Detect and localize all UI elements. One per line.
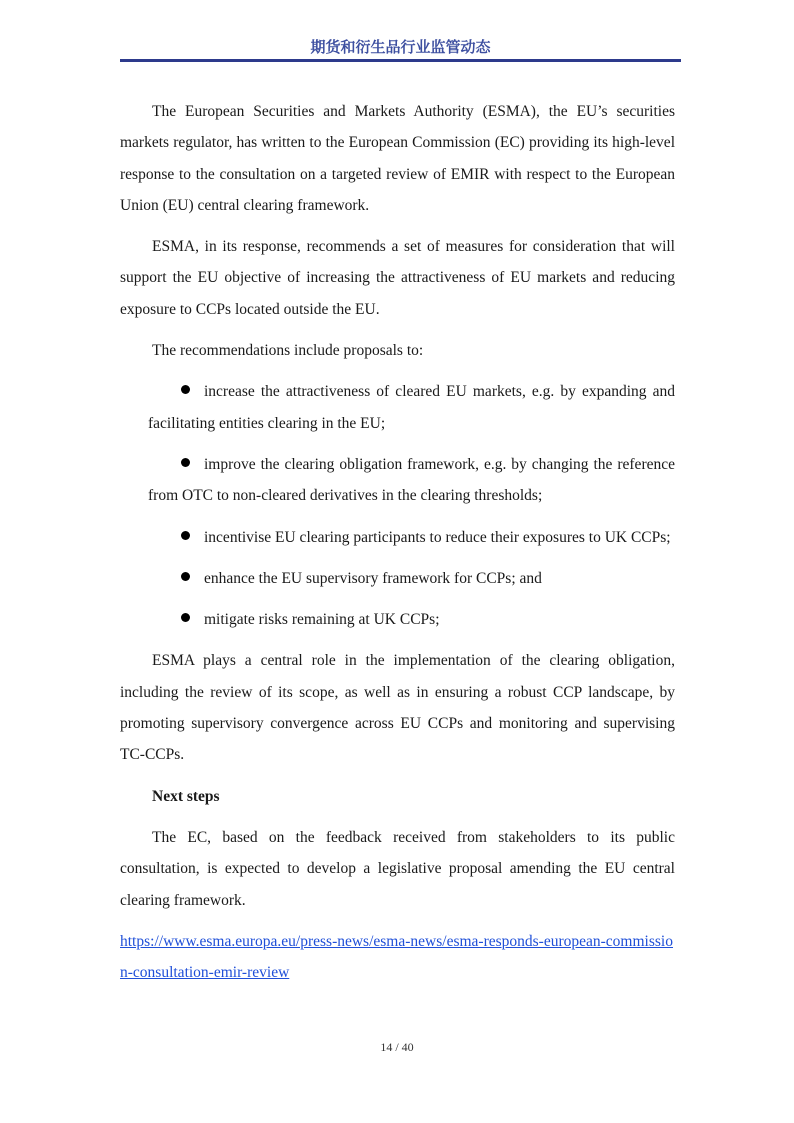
header-rule: [120, 59, 681, 62]
bullet-icon: [181, 458, 190, 467]
list-item: improve the clearing obligation framework, e.g. by changing the reference from OTC to non-cleared derivatives in the clearing thresholds;: [148, 455, 675, 505]
page-number: 14 / 40: [380, 1040, 414, 1054]
list-item: increase the attractiveness of cleared EU markets, e.g. by expanding and facilitating entities clearing in the EU;: [148, 383, 675, 432]
list-item: mitigate risks remaining at UK CCPs;: [120, 604, 675, 635]
source-link[interactable]: https://www.esma.europa.eu/press-news/esma-news/esma-responds-european-commission-consultation-emir-review: [120, 932, 673, 982]
bullet-icon: [181, 531, 190, 540]
bullet-icon: [181, 572, 190, 581]
page-header-title: 期货和衍生品行业监管动态: [310, 38, 491, 56]
bullet-icon: [181, 385, 190, 394]
section-heading-next-steps: Next steps: [152, 787, 220, 805]
paragraph-recommendations: The recommendations include proposals to:: [152, 342, 424, 360]
paragraph-intro: The European Securities and Markets Authority (ESMA), the EU’s securities markets regulator, has written to the European Commission (EC) providing its high-level response to the consultation on a targeted review of EMIR with respect to the European Union (EU) central clearing framework.: [120, 103, 675, 214]
list-item: enhance the EU supervisory framework for CCPs; and: [120, 563, 675, 594]
paragraph-esma-role: ESMA plays a central role in the implementation of the clearing obligation, including the review of its scope, as well as in ensuring a robust CCP landscape, by promoting supervisory convergence across EU CCPs and monitoring and supervising TC-CCPs.: [120, 652, 675, 764]
bullet-icon: [181, 613, 190, 622]
paragraph-response: ESMA, in its response, recommends a set of measures for consideration that will support the EU objective of increasing the attractiveness of EU markets and reducing exposure to CCPs located outside the EU.: [120, 238, 675, 318]
document-body: [120, 96, 675, 988]
list-item: incentivise EU clearing participants to reduce their exposures to UK CCPs;: [120, 522, 675, 553]
paragraph-next-steps: The EC, based on the feedback received from stakeholders to its public consultation, is expected to develop a legislative proposal amending the EU central clearing framework.: [120, 828, 675, 909]
